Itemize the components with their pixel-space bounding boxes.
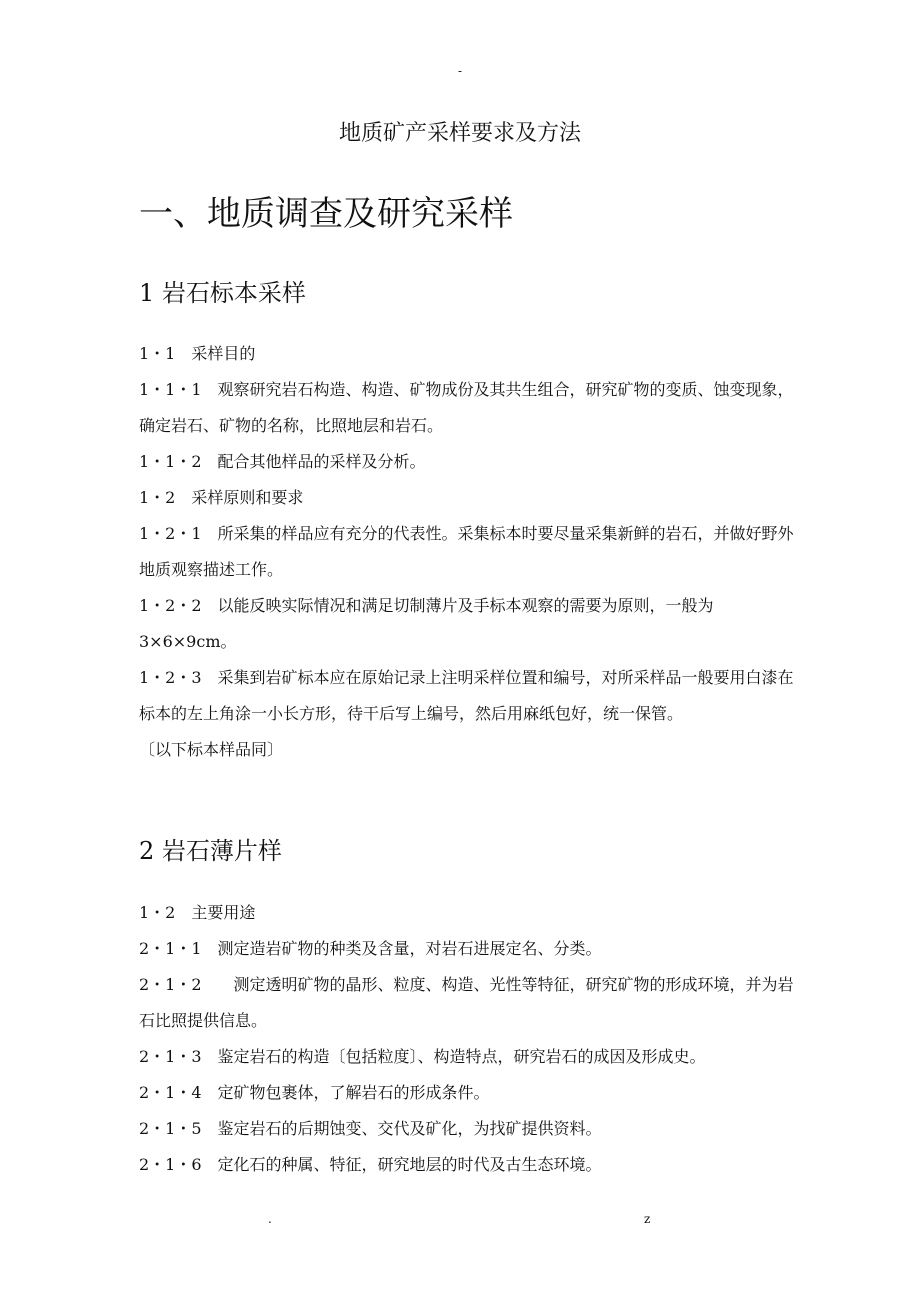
footer-left-mark: . xyxy=(268,1212,272,1226)
paragraph: 1・1・2 配合其他样品的采样及分析。 xyxy=(139,452,426,471)
paragraph: 〔以下标本样品同〕 xyxy=(139,740,284,759)
paragraph: 2・1・2 测定透明矿物的晶形、粒度、构造、光性等特征，研究矿物的形成环境，并为岩石比照提供信息。 xyxy=(139,975,794,1030)
section-body-rock-specimen xyxy=(139,336,799,768)
paragraph: 2・1・1 测定造岩矿物的种类及含量，对岩石进展定名、分类。 xyxy=(139,939,602,958)
section-heading-thin-section: 2 岩石薄片样 xyxy=(139,837,282,865)
paragraph: 2・1・4 定矿物包裹体，了解岩石的形成条件。 xyxy=(139,1083,490,1102)
header-mark: - xyxy=(457,64,463,78)
paragraph: 2・1・5 鉴定岩石的后期蚀变、交代及矿化，为找矿提供资料。 xyxy=(139,1119,602,1138)
section-body-thin-section xyxy=(139,895,799,1183)
paragraph: 1・2 主要用途 xyxy=(139,903,256,922)
paragraph: 1・2・3 采集到岩矿标本应在原始记录上注明采样位置和编号，对所采样品一般要用白漆在标本的左上角涂一小长方形，待干后写上编号，然后用麻纸包好，统一保管。 xyxy=(139,668,794,723)
paragraph: 1・2 采样原则和要求 xyxy=(139,488,304,507)
paragraph: 1・1・1 观察研究岩石构造、构造、矿物成份及其共生组合，研究矿物的变质、蚀变现象，确定岩石、矿物的名称，比照地层和岩石。 xyxy=(139,380,794,435)
section-heading-rock-specimen: 1 岩石标本采样 xyxy=(139,279,306,307)
paragraph: 1・2・1 所采集的样品应有充分的代表性。采集标本时要尽量采集新鲜的岩石，并做好野外地质观察描述工作。 xyxy=(139,524,794,579)
chapter-heading: 一、地质调查及研究采样 xyxy=(139,194,513,234)
footer-right-mark: z xyxy=(644,1212,651,1226)
paragraph: 2・1・3 鉴定岩石的构造〔包括粒度〕、构造特点，研究岩石的成因及形成史。 xyxy=(139,1047,706,1066)
paragraph: 2・1・6 定化石的种属、特征，研究地层的时代及古生态环境。 xyxy=(139,1155,602,1174)
paragraph: 1・1 采样目的 xyxy=(139,344,256,363)
paragraph: 1・2・2 以能反映实际情况和满足切制薄片及手标本观察的需要为原则，一般为 3×6×9cm。 xyxy=(139,596,719,651)
document-title: 地质矿产采样要求及方法 xyxy=(338,121,581,146)
